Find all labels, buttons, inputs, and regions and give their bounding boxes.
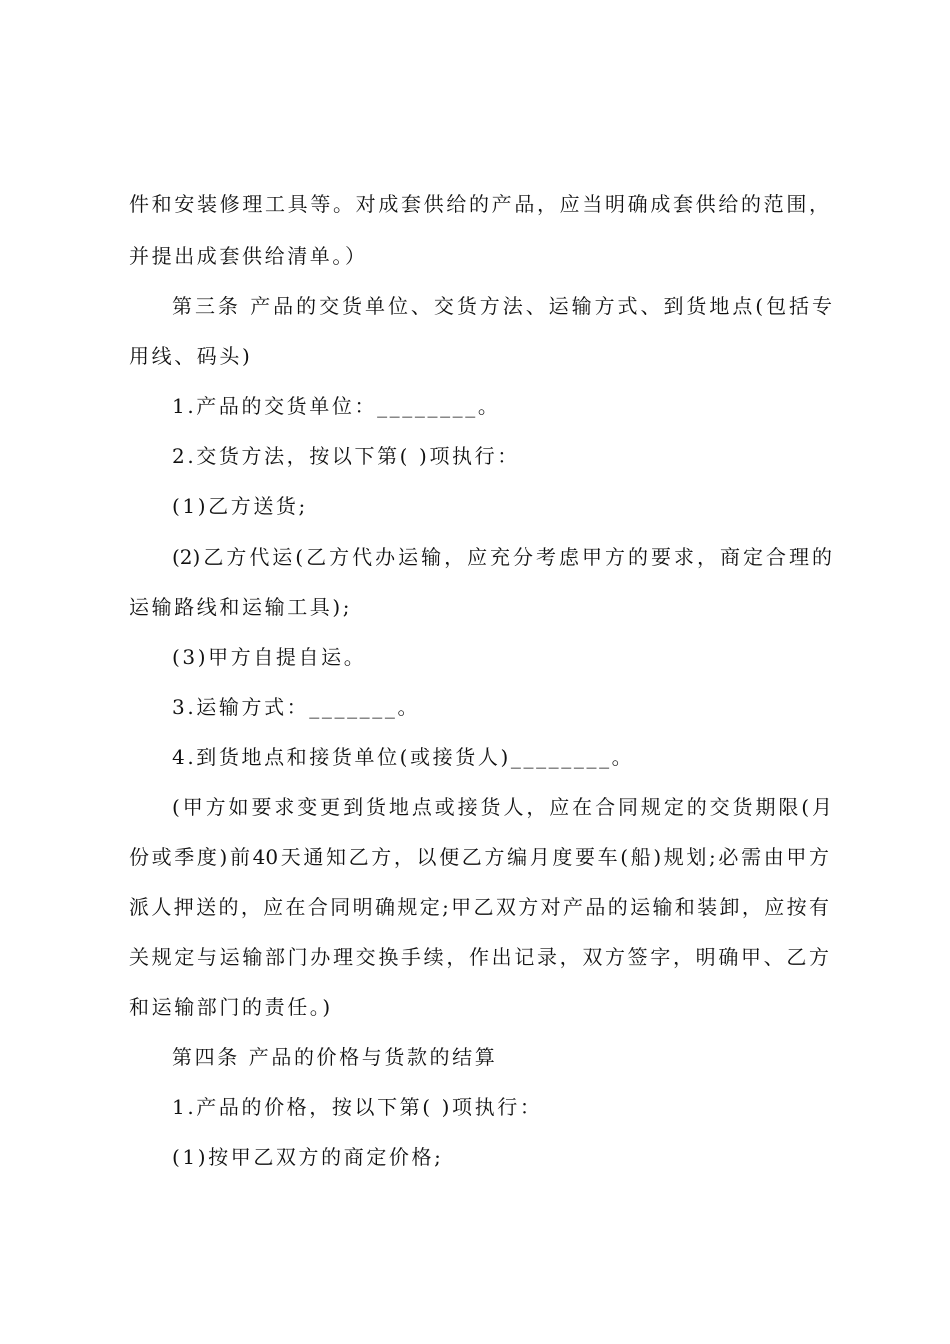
- text-line: 并提出成套供给清单。）: [129, 244, 368, 268]
- list-item: 3.运输方式：_______。: [172, 695, 421, 719]
- article-heading: 第三条 产品的交货单位、交货方法、运输方式、到货地点(包括专: [172, 294, 832, 318]
- text-line: 运输路线和运输工具);: [129, 595, 353, 619]
- list-item: (1)按甲乙双方的商定价格;: [172, 1145, 444, 1169]
- text-line: 关规定与运输部门办理交换手续，作出记录，双方签字，明确甲、乙方: [129, 945, 829, 969]
- text-line: 件和安装修理工具等。对成套供给的产品，应当明确成套供给的范围，: [129, 192, 829, 216]
- text-line: 用线、码头): [129, 344, 253, 368]
- list-item: 4.到货地点和接货单位(或接货人)________。: [172, 745, 635, 769]
- text-line: 派人押送的，应在合同明确规定;甲乙双方对产品的运输和装卸，应按有: [129, 895, 829, 919]
- list-item: 1.产品的价格，按以下第( )项执行：: [172, 1095, 543, 1119]
- list-item: 2.交货方法，按以下第( )项执行：: [172, 444, 520, 468]
- list-item: (2)乙方代运(乙方代办运输，应充分考虑甲方的要求，商定合理的: [172, 545, 832, 569]
- text-line: 份或季度)前40天通知乙方，以便乙方编月度要车(船)规划;必需由甲方: [129, 845, 829, 869]
- text-line: (甲方如要求变更到货地点或接货人，应在合同规定的交货期限(月: [172, 795, 832, 819]
- text-line: 和运输部门的责任。): [129, 995, 333, 1019]
- article-heading: 第四条 产品的价格与货款的结算: [172, 1045, 498, 1069]
- list-item: (1)乙方送货;: [172, 494, 308, 518]
- list-item: 1.产品的交货单位：________。: [172, 394, 501, 418]
- list-item: (3)甲方自提自运。: [172, 645, 367, 669]
